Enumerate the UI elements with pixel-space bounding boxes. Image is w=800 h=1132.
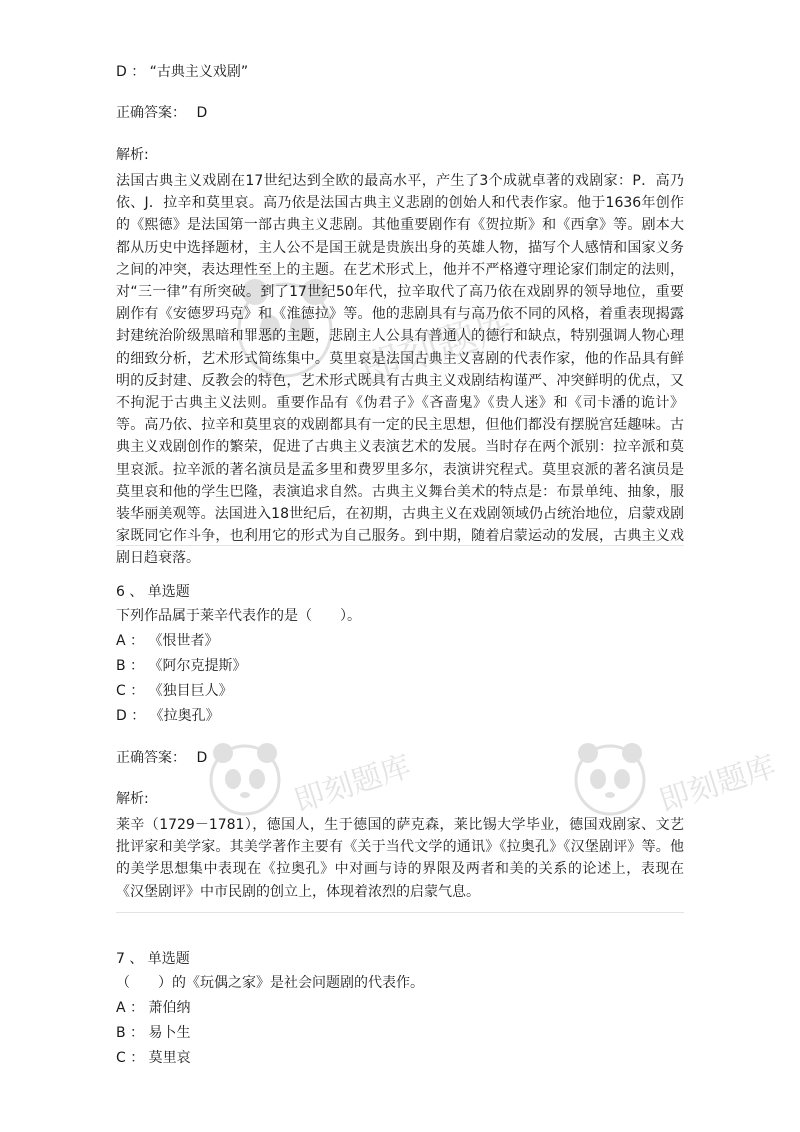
watermark-text: 即刻题库 — [290, 749, 416, 820]
watermark-text: 即刻题库 — [354, 300, 522, 394]
option-b[interactable]: B ： 易卜生 — [116, 1025, 191, 1041]
analysis-label: 解析: — [116, 791, 149, 807]
analysis-label: 解析: — [116, 147, 149, 163]
question-stem: （ ）的《玩偶之家》是社会问题剧的代表作。 — [116, 975, 424, 991]
answer-value: D — [196, 750, 208, 766]
option-b[interactable]: B ： 《阿尔克提斯》 — [116, 658, 247, 674]
analysis-text: 莱辛（1729－1781），德国人，生于德国的萨克森，莱比锡大学毕业，德国戏剧家、文艺批评家和美学家。其美学著作主要有《关于当代文学的通讯》《拉奥孔》《汉堡剧评》等。他的美学思想集中表现在《拉奥孔》中对画与诗的界限及两者和美的关系的论述上，表现在《汉堡剧评》中市民剧的创立上，体现着浓烈的启蒙气息。 — [116, 817, 684, 900]
option-c[interactable]: C ： 《独目巨人》 — [116, 683, 233, 699]
divider — [116, 545, 684, 546]
watermark-text: 即刻题库 — [655, 749, 781, 820]
option-d[interactable]: D ： “古典主义戏剧” — [116, 64, 249, 80]
analysis-text: 法国古典主义戏剧在17世纪达到全欧的最高水平，产生了3个成就卓著的戏剧家：P．高乃依、J．拉辛和莫里哀。高乃依是法国古典主义悲剧的创始人和代表作家。他于1636年创作的《熙德》是法国第一部古典主义悲剧。其他重要剧作有《贺拉斯》和《西拿》等。剧本大都从历史中选择题材，主人公不是国王就是贵族出身的英雄人物，描写个人感情和国家义务之间的冲突，表达理性至上的主题。在艺术形式上，他并不严格遵守理论家们制定的法则，对“三一律”有所突破。到了17世纪50年代，拉辛取代了高乃依在戏剧界的领导地位，重要剧作有《安德罗玛克》和《淮德拉》等。他的悲剧具有与高乃依不同的风格，着重表现揭露封建统治阶级黑暗和罪恶的主题，悲剧主人公具有普通人的德行和缺点，特别强调人物心理的细致分析，艺术形式简练集中。莫里哀是法国古典主义喜剧的代表作家，他的作品具有鲜明的反封建、反教会的特色，艺术形式既具有古典主义戏剧结构谨严、冲突鲜明的优点，又不拘泥于古典主义法则。重要作品有《伪君子》《吝啬鬼》《贵人迷》和《司卡潘的诡计》等。高乃依、拉辛和莫里哀的戏剧都具有一定的民主思想，但他们都没有摆脱宫廷趣味。古典主义戏剧创作的繁荣，促进了古典主义表演艺术的发展。当时存在两个派别：拉辛派和莫里哀派。拉辛派的著名演员是孟多里和费罗里多尔，表演讲究程式。莫里哀派的著名演员是莫里哀和他的学生巴隆，表演追求自然。古典主义舞台美术的特点是：布景单纯、抽象，服装华丽美观等。法国进入18世纪后，在初期，古典主义在戏剧领域仍占统治地位，启蒙戏剧家既同它作斗争，也利用它的形式为自己服务。到中期，随着启蒙运动的发展，古典主义戏剧日趋衰落。 — [116, 173, 684, 567]
option-c[interactable]: C ： 莫里哀 — [116, 1050, 191, 1066]
option-a[interactable]: A ： 萧伯纳 — [116, 1000, 191, 1016]
answer-value: D — [196, 105, 208, 121]
question-stem: 下列作品属于莱辛代表作的是（ ）。 — [116, 608, 361, 624]
correct-answer — [116, 101, 684, 126]
answer-label: 正确答案： — [116, 105, 186, 121]
correct-answer — [116, 746, 684, 771]
answer-label: 正确答案： — [116, 750, 186, 766]
question-header: 6 、 单选题 — [116, 584, 190, 600]
option-a[interactable]: A ： 《恨世者》 — [116, 633, 219, 649]
divider — [116, 912, 684, 913]
option-d[interactable]: D ： 《拉奥孔》 — [116, 708, 220, 724]
question-header: 7 、 单选题 — [116, 951, 190, 967]
